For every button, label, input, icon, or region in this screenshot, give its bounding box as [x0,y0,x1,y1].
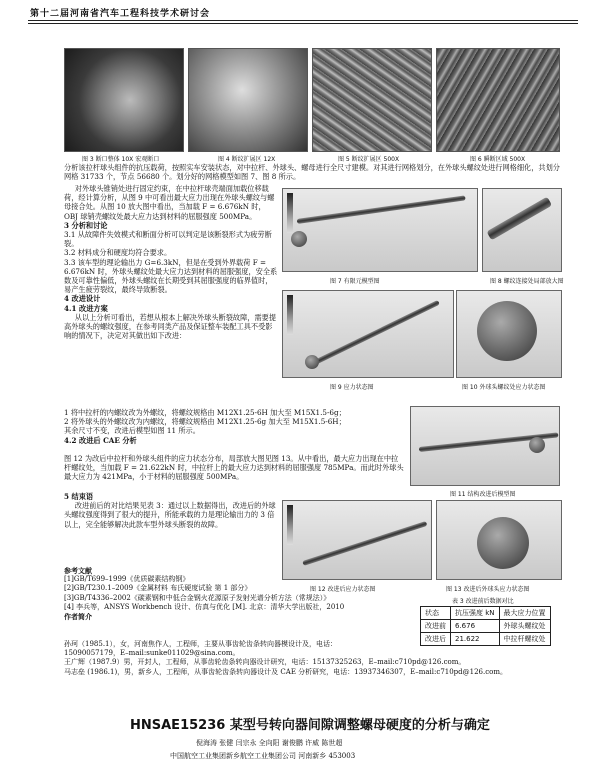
next-article-title: HNSAE15236 某型号转向器间隙调整螺母硬度的分析与确定 [130,718,490,733]
thread-rod-shape [487,197,553,241]
figure-11-caption: 图 11 结构改进后模型图 [450,491,516,498]
figure-13-improved-ball-stress [436,500,562,580]
next-article-affiliation: 中国航空工业集团新乡航空工业集团公司 河南新乡 453003 [170,752,356,760]
journal-header: 第十二届河南省汽车工程科技学术研讨会 [30,9,211,19]
improvement-item-1: 1 将中拉杆的内螺纹改为外螺纹，将螺纹规格由 M12X1.25-6H 加大至 M15X1.5-6g； [64,408,346,417]
improved-ball-shape [529,437,545,453]
table-header-row [421,607,551,620]
section-4-heading: 4 改进设计 [64,294,101,304]
header-rule-thin [28,23,578,24]
figure-8-thread-detail [482,188,562,272]
figure-9-stress-state [282,290,454,378]
figure-13-caption: 图 13 改进后外球头应力状态图 [446,586,530,593]
header-rule [28,20,578,21]
figure-10-outer-ball-stress [456,290,562,378]
section-5-heading: 5 结束语 [64,492,94,501]
ball-joint-shape-9 [305,355,319,369]
conclusion-block [64,492,278,529]
table-3-caption: 表 3 改进前后数据对比 [452,598,514,605]
table-row [421,620,551,633]
rod-shape-12 [302,521,427,566]
figure-8-caption: 图 8 螺纹连接处局部放大图 [490,278,564,285]
figure-4-caption: 图 4 断纹扩展区 12X [218,156,276,163]
para-boundary-conditions: 对外球头锥销处进行固定约束，在中拉杆球壳端面加载位移载荷，经计算分析，从图 9 中可看出最大应力出现在外球头螺纹与螺母接合处。从图 10 放大图中看出，当加载 F = 6.676kN 时，OBJ 球销壳螺纹处最大应力达到材料的屈服强度 500MPa。 [64,184,275,221]
table-cell: 改进后 [421,633,451,646]
table-header-cell: 最大应力位置 [499,607,550,620]
table-cell: 21.622 [451,633,500,646]
table-header-cell: 状态 [421,607,451,620]
fe-legend-bar [287,193,293,233]
fracture-photo-crack-zone [188,48,308,152]
references-heading: 参考文献 [64,566,92,575]
fe-legend-bar-9 [287,295,293,335]
section-4-2-heading: 4.2 改进后 CAE 分析 [64,435,137,445]
tie-rod-shape-9 [312,300,440,366]
ball-head-shape [477,301,537,361]
reference-item: [2]GB/T230.1–2009《金属材料 布氏硬度试验 第 1 部分》 [64,584,252,593]
figure-10-caption: 图 10 外球头螺纹处应力状态图 [462,384,546,391]
author-item: 15090057179，E–mail:sunke011029@sina.com。 [64,649,240,658]
references-block [64,566,404,621]
para-3-1: 3.1 从故障件失效模式和断面分析可以判定是该断裂形式为疲劳断裂。 [64,230,272,249]
fe-legend-bar-12 [287,505,293,545]
section-4-1-heading: 4.1 改进方案 [64,303,108,313]
tie-rod-shape [297,195,466,224]
table-header-cell: 抗压强度 kN [451,607,500,620]
figure-11-improved-model [410,406,560,486]
fracture-photo-sem-500x [312,48,432,152]
intro-paragraph: 分析该拉杆球头组件的抗压载荷，按照实车安装状态，对中拉杆、外球头、螺母进行全尺寸建模。对其进行网格划分，在外球头螺纹处进行网格细化，共划分网格 31733 个，节点 56680 个。划分好的网格模型如图 7、图 8 所示。 [64,163,560,182]
table-cell: 外球头螺纹处 [499,620,550,633]
fracture-photo-sem-instant [436,48,560,152]
reference-item: [3]GB/T4336–2002《碳素钢和中低合金钢火花源原子发射光谱分析方法（常规法）》 [64,593,331,602]
improvement-note: 其余尺寸不变，改进后模型如图 11 所示。 [64,426,200,436]
para-3-2: 3.2 材料成分和硬度均符合要求。 [64,248,172,258]
figure-9-caption: 图 9 应力状态图 [330,384,374,391]
ball-joint-shape [291,231,307,247]
para-5: 改进前后的对比结果见表 3：通过以上数据得出，改进后的外球头螺纹强度得到了很大的提升，所能承载的力是理论输出力的 3 倍以上，完全能够解决此款车型外球头断裂的故障。 [64,501,276,529]
table-cell: 中拉杆螺纹处 [499,633,550,646]
next-article-authors: 倪海涛 张健 闫宗永 全向阳 谢俊鹏 许威 陈世超 [196,739,343,747]
reference-item: [1]GB/T699–1999《优质碳素结构钢》 [64,575,190,584]
figure-5-caption: 图 5 断纹扩展区 500X [338,156,400,163]
figure-12-caption: 图 12 改进后应力状态图 [310,586,376,593]
figure-3-caption: 图 3 断口整体 10X 宏观断口 [82,156,160,163]
improvement-list [64,408,404,445]
figure-6-caption: 图 6 瞬断区域 500X [470,156,526,163]
author-item: 孙珂（1985.1），女，河南焦作人，工程师，主要从事齿轮齿条转向器模设计及，电话： [64,640,337,648]
ball-shape-13 [477,517,529,569]
fracture-photo-macro [64,48,184,152]
reference-item: [4] 李兵等，ANSYS Workbench 设计、仿真与优化 [M]. 北京：清华大学出版社，2010 [64,602,345,611]
improvement-item-2: 2 将外球头的外螺纹改为内螺纹，将螺纹规格由 M12X1.25-6g 加大至 M15X1.5-6H； [64,417,346,427]
para-4-1: 从以上分析可看出，若想从根本上解决外球头断裂故障，需要提高外球头的螺纹强度，在参考同类产品及保证整车装配工具不受影响的情况下，决定对其做出如下改进： [64,312,277,341]
table-cell: 6.676 [451,620,500,633]
author-intro-block [64,640,564,677]
left-column [64,184,278,340]
table-cell: 改进前 [421,620,451,633]
figure-7-fe-model [282,188,478,272]
author-item: 马志垒 (1986.1)，男，新乡人，工程师，从事齿轮齿条转向器设计及 CAE 分析研究，电话：13937346307，E–mail:c710pd@126.com。 [64,667,507,676]
para-4-2: 图 12 为改后中拉杆和外球头组件的应力状态分布，局部放大图见图 13。从中看出，最大应力出现在中拉杆螺纹处，当加载 F = 21.622kN 时，中拉杆上的最大应力达到材料的屈服强度 785MPa。而此时外球头最大应力为 421MPa，小于材料的屈服强度 500MPa。 [64,454,404,482]
author-item: 王广辉（1987.9）男，开封人，工程师，从事齿轮齿条转向器设计研究，电话：15137325263，E–mail:c710pd@126.com。 [64,658,466,667]
section-3-heading: 3 分析和讨论 [64,220,108,230]
author-intro-heading: 作者简介 [64,612,92,622]
figure-7-caption: 图 7 有限元模型图 [330,278,380,285]
para-3-3: 3.3 该车型的理论输出力 G=6.3kN，但是在受到外界载荷 F = 6.676kN 时，外球头螺纹处最大应力达到材料的屈服强度，安全系数及可靠性偏低，外球头螺纹在长期受到其屈服强度的临界值时，易产生疲劳裂纹，最终导致断裂。 [64,257,278,295]
